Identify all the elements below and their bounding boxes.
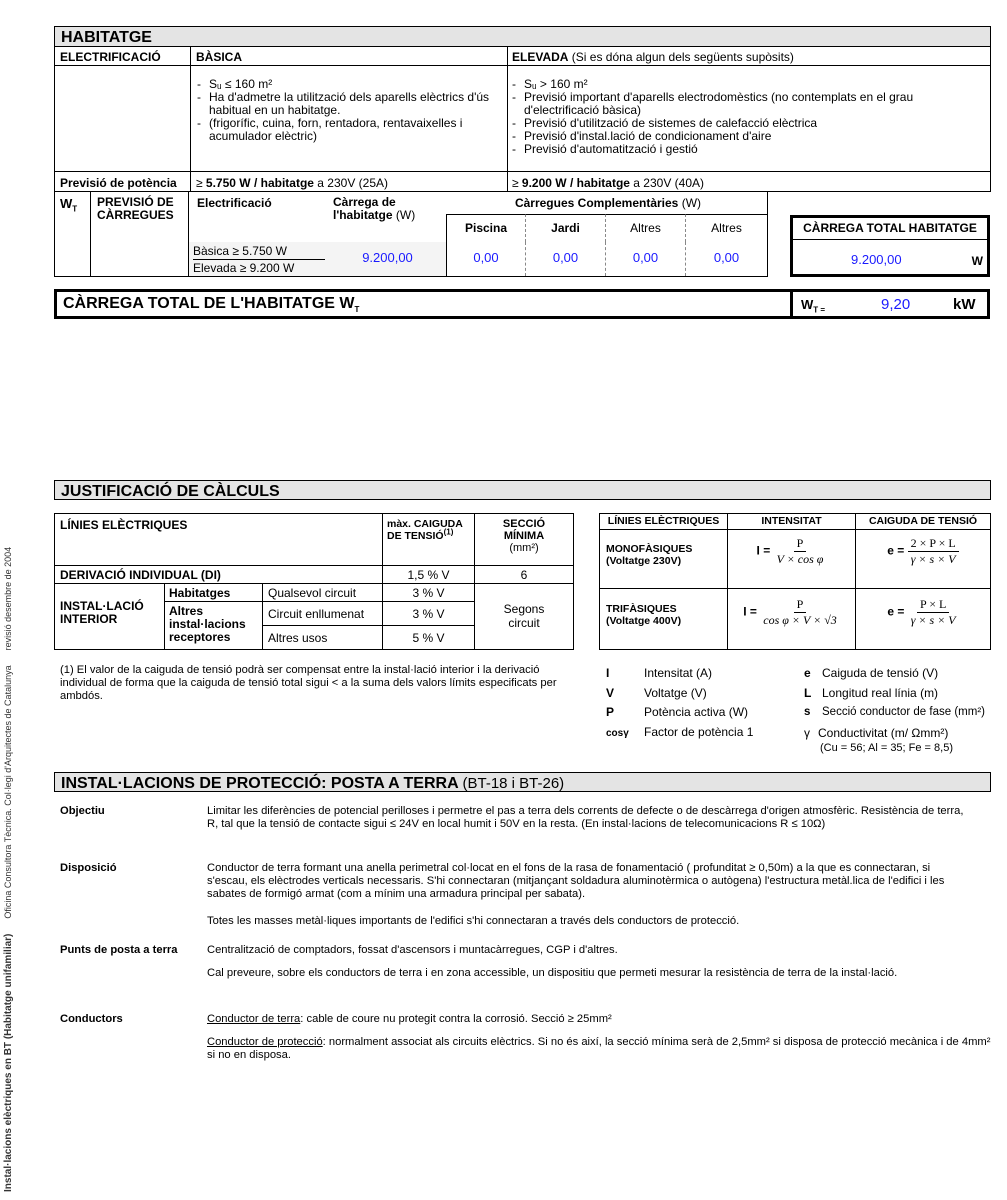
basica-header: BÀSICA xyxy=(191,47,508,66)
disposicio-text-2: Totes les masses metàl·liques importants de l'edifici s'hi connectaran a través dels conductors de protecció. xyxy=(207,915,740,927)
habitatge-title: HABITATGE xyxy=(55,27,990,47)
enllumenat-label: Circuit enllumenat xyxy=(263,602,383,626)
punts-text: Centralització de comptadors, fossat d'ascensors i muntacàrregues, CGP i d'altres. xyxy=(207,944,618,956)
legend-item: P Potència activa (W) xyxy=(606,705,749,719)
basica-item: - Sᵤ ≤ 160 m² xyxy=(197,78,501,91)
tri-intensitat-formula: I = $\frac{P}{\text{cos φ × V × √3}}$ xyxy=(728,589,856,649)
elevada-item: - Previsió d'automatització i gestió xyxy=(512,143,984,156)
basica-row: Bàsica ≥ 5.750 W xyxy=(193,243,325,260)
mono-caiguda-formula: e = $\frac{2 \times P \times L}{\gamma \times s \times V}$ xyxy=(856,530,990,589)
qualsevol-label: Qualsevol circuit xyxy=(263,584,383,602)
di-label: DERIVACIÓ INDIVIDUAL (DI) xyxy=(55,566,383,584)
previsio-carregues-label: PREVISIÓ DE CÀRREGUES xyxy=(91,192,189,276)
side-footer-text: Instal·lacions elèctriques en BT (Habitatge unifamiliar) Oficina Consultora Tècnica. Col·legi d'Arquitectes de Catalunya revisió desembre de 2004 xyxy=(3,546,14,1192)
legend-left xyxy=(606,664,796,743)
mono-label: MONOFÀSIQUES (Voltatge 230V) xyxy=(600,530,728,589)
electrificacio-label: ELECTRIFICACIÓ xyxy=(55,47,191,66)
elevada-header: ELEVADA (Si es dóna algun dels següents supòsits) xyxy=(508,47,990,66)
tri-label: TRIFÀSIQUES (Voltatge 400V) xyxy=(600,589,728,649)
punts-text-2: Cal preveure, sobre els conductors de terra i en zona accessible, un dispositiu que permeti mesurar la resistència de terra de la instal·lació. xyxy=(207,967,898,979)
wt-label: $W_T$ xyxy=(55,192,91,276)
col-altres-2: Altres xyxy=(686,214,767,242)
divider xyxy=(790,289,793,319)
segons-circuit: Segons circuit xyxy=(503,602,545,630)
conductor-proteccio: Conductor de protecció: normalment associat als circuits elèctrics. Si no és així, la secció mínima serà de 2,5mm² si disposa de protecció mecànica i de 4mm² si no en disposa. xyxy=(207,1036,991,1061)
formula-table xyxy=(599,513,991,650)
legend-item: I Intensitat (A) xyxy=(606,666,713,680)
altres-usos-label: Altres usos xyxy=(263,626,383,649)
f-intensitat-header: INTENSITAT xyxy=(728,514,856,530)
basica-item: - (frigorífic, cuina, forn, rentadora, rentavaixelles i acumulador elèctric) xyxy=(197,117,501,143)
carrega-total-habitatge-box xyxy=(790,215,990,277)
elevada-item: - Sᵤ > 160 m² xyxy=(512,78,984,91)
legend-item: e Caiguda de tensió (V) xyxy=(804,666,939,680)
proteccio-title: INSTAL·LACIONS DE PROTECCIÓ: POSTA A TERRA (BT-18 i BT-26) xyxy=(54,772,991,792)
legend-item: s Secció conductor de fase (mm²) xyxy=(804,706,985,718)
conductors-label: Conductors xyxy=(60,1013,123,1025)
altres-inst-label: Altres instal·lacions receptores xyxy=(165,602,263,649)
col-altres-1: Altres xyxy=(606,214,686,242)
footnote: (1) El valor de la caiguda de tensió podrà ser compensat entre la instal·lació interior i la derivació individual de forma que la caiguda de tensió total sigui < a la suma dels valors límits especificats per ambdós. xyxy=(60,664,557,702)
col-electrificacio: Electrificació xyxy=(197,196,272,210)
electrificacio-empty xyxy=(55,66,191,172)
value-jardi: 0,00 xyxy=(526,242,606,276)
habitatges-label: Habitatges xyxy=(165,584,263,602)
carrega-total-title: CÀRREGA TOTAL DE L'HABITATGE $W_T$ xyxy=(63,295,360,315)
punts-label: Punts de posta a terra xyxy=(60,944,178,956)
linies-header: LÍNIES ELÈCTRIQUES xyxy=(55,514,383,566)
total-habitatge-value: 9.200,00 xyxy=(851,252,902,267)
f-caiguda-header: CAIGUDA DE TENSIÓ xyxy=(856,514,990,530)
total-unit: kW xyxy=(953,296,976,313)
objectiu-label: Objectiu xyxy=(60,805,105,817)
disposicio-label: Disposició xyxy=(60,862,117,874)
total-value: 9,20 xyxy=(881,296,911,313)
ii-label: INSTAL·LACIÓ INTERIOR xyxy=(55,584,165,649)
disposicio-text: Conductor de terra formant una anella perimetral col·locat en el fons de la rasa de fonamentació ( profunditat ≥ 0,50m) a la que es connectaran, si s'escau, els elèctrodes verticals necessaris. S'hi connectaran (mitjançant soldadura aluminotèrmica o autògena) l'estructura metàl.lica de l'edifici i les sabates de formigó armat (com a mínim una armadura principal per sabata). xyxy=(207,862,945,900)
legend-item: L Longitud real línia (m) xyxy=(804,685,939,700)
altres-usos-value: 5 % V xyxy=(383,626,475,649)
electrificacio-rows xyxy=(189,242,329,276)
previsio-carregues-block xyxy=(54,191,768,277)
previsio-label: Previsió de potència xyxy=(55,172,191,192)
carrega-total-bar xyxy=(54,289,990,319)
justificacio-title: JUSTIFICACIÓ DE CÀLCULS xyxy=(54,480,991,500)
di-seccio: 6 xyxy=(475,566,573,584)
value-altres-1: 0,00 xyxy=(606,242,686,276)
col-piscina: Piscina xyxy=(446,214,526,242)
elevada-row: Elevada ≥ 9.200 W xyxy=(193,261,295,275)
elevada-item: - Previsió important d'aparells electrodomèstics (no contemplats en el grau d'electrificació bàsica) xyxy=(512,91,984,117)
mono-intensitat-formula: I = $\frac{P}{\text{V × cos φ}}$ xyxy=(728,530,856,589)
total-habitatge-title: CÀRREGA TOTAL HABITATGE xyxy=(793,218,987,240)
max-caiguda-header: màx. CAIGUDA DE TENSIÓ$^{(1)}$ xyxy=(383,514,475,566)
value-altres-2: 0,00 xyxy=(713,250,740,265)
col-carrega: Càrrega de l'habitatge (W) xyxy=(333,195,416,222)
qualsevol-value: 3 % V xyxy=(383,584,475,602)
objectiu-text: Limitar les diferències de potencial perilloses i permetre el pas a terra dels corrents de defecte o de descàrrega d'origen atmosfèric. Resistència de terra, R, tal que la tensió de contacte sigui ≤ 24V en local humit i 50V en la resta. (En instal·lacions de telecomunicacions R ≤ 10Ω) xyxy=(207,805,964,830)
legend-right xyxy=(804,664,1004,755)
di-caiguda: 1,5 % V xyxy=(383,566,475,584)
elevada-item: - Previsió d'utilització de sistemes de calefacció elèctrica xyxy=(512,117,984,130)
basica-item: - Ha d'admetre la utilització dels aparells elèctrics d'ús habitual en un habitatge. xyxy=(197,91,501,117)
elevada-item: - Previsió d'instal.lació de condicionament d'aire xyxy=(512,130,984,143)
elevada-list xyxy=(508,66,990,172)
col-jardi: Jardi xyxy=(526,214,606,242)
seccio-header: SECCIÓ MÍNIMA (mm²) xyxy=(475,514,573,566)
previsio-elevada: ≥ 9.200 W / habitatge a 230V (40A) xyxy=(512,176,704,190)
enllumenat-value: 3 % V xyxy=(383,602,475,626)
legend-item: cosγ Factor de potència 1 xyxy=(606,724,754,739)
habitatge-section xyxy=(54,26,991,192)
col-complementaries: Càrregues Complementàries (W) xyxy=(514,196,702,210)
total-habitatge-row xyxy=(793,240,987,274)
f-linies-header: LÍNIES ELÈCTRIQUES xyxy=(600,514,728,530)
legend-item: V Voltatge (V) xyxy=(606,685,707,700)
value-carrega: 9.200,00 xyxy=(329,242,446,276)
value-piscina: 0,00 xyxy=(446,242,526,276)
total-w-label: $W_{T =}$ xyxy=(801,297,826,315)
legend-item: γ Conductivitat (m/ Ωmm²) (Cu = 56; Al = 35; Fe = 8,5) xyxy=(804,725,953,754)
tri-caiguda-formula: e = $\frac{P \times L}{\gamma \times s \times V}$ xyxy=(887,597,956,627)
previsio-basica: ≥ 5.750 W / habitatge a 230V (25A) xyxy=(191,172,508,192)
conductor-terra: Conductor de terra: cable de coure nu protegit contra la corrosió. Secció ≥ 25mm² xyxy=(207,1013,612,1025)
linies-table xyxy=(54,513,574,650)
basica-list xyxy=(191,66,508,172)
total-habitatge-unit: W xyxy=(971,254,983,268)
